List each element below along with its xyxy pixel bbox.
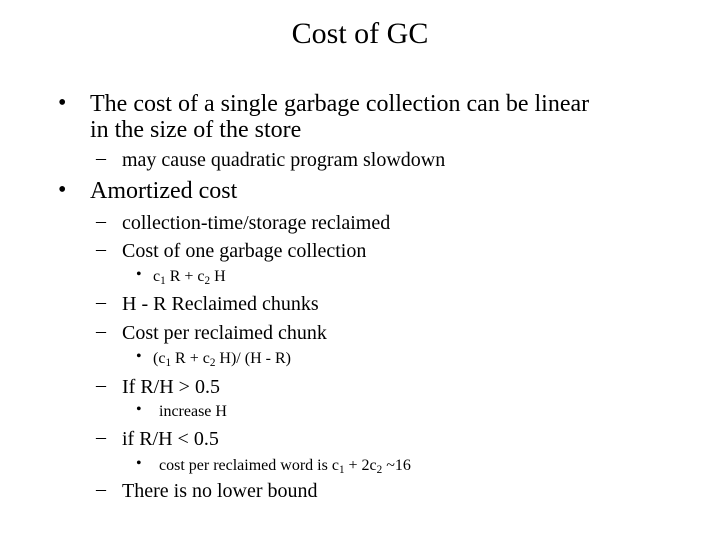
formula-gc-cost: $c_1$ $R + c_2$ H xyxy=(153,268,226,287)
bullet-level3: • xyxy=(136,266,142,283)
subsubitem-increase-h: increase H xyxy=(159,403,227,420)
slide-title: Cost of GC xyxy=(291,17,429,50)
subitem-rh-less: if R/H < 0.5 xyxy=(122,428,219,450)
bullet-level3: • xyxy=(136,455,142,472)
dash-level2: – xyxy=(96,478,106,500)
subitem-reclaimed-chunks: H - R Reclaimed chunks xyxy=(122,293,319,315)
formula-cost-per-chunk: ($c_1$ $R + c_2$ H)/ (H - R) xyxy=(153,350,291,369)
subitem-quadratic-slowdown: may cause quadratic program slowdown xyxy=(122,149,446,171)
dash-level2: – xyxy=(96,147,106,169)
subitem-cost-one-gc: Cost of one garbage collection xyxy=(122,240,367,262)
bullet-text-gc-cost-line2: in the size of the store xyxy=(90,117,302,143)
dash-level2: – xyxy=(96,320,106,342)
bullet-level1: • xyxy=(58,90,67,116)
bullet-level1: • xyxy=(58,177,67,203)
subitem-rh-greater: If R/H > 0.5 xyxy=(122,376,220,398)
dash-level2: – xyxy=(96,426,106,448)
bullet-text-amortized-cost: Amortized cost xyxy=(90,178,238,204)
subitem-cost-per-chunk: Cost per reclaimed chunk xyxy=(122,322,327,344)
dash-level2: – xyxy=(96,291,106,313)
bullet-text-gc-cost-line1: The cost of a single garbage collection can be linear xyxy=(90,91,590,117)
subitem-collection-time: collection-time/storage reclaimed xyxy=(122,212,391,234)
dash-level2: – xyxy=(96,374,106,396)
dash-level2: – xyxy=(96,210,106,232)
dash-level2: – xyxy=(96,238,106,260)
subsubitem-cost-per-word: cost per reclaimed word is $c_1 + 2c_2$ ~16 xyxy=(159,457,411,476)
subitem-no-lower-bound: There is no lower bound xyxy=(122,480,318,502)
bullet-level3: • xyxy=(136,401,142,418)
bullet-level3: • xyxy=(136,348,142,365)
